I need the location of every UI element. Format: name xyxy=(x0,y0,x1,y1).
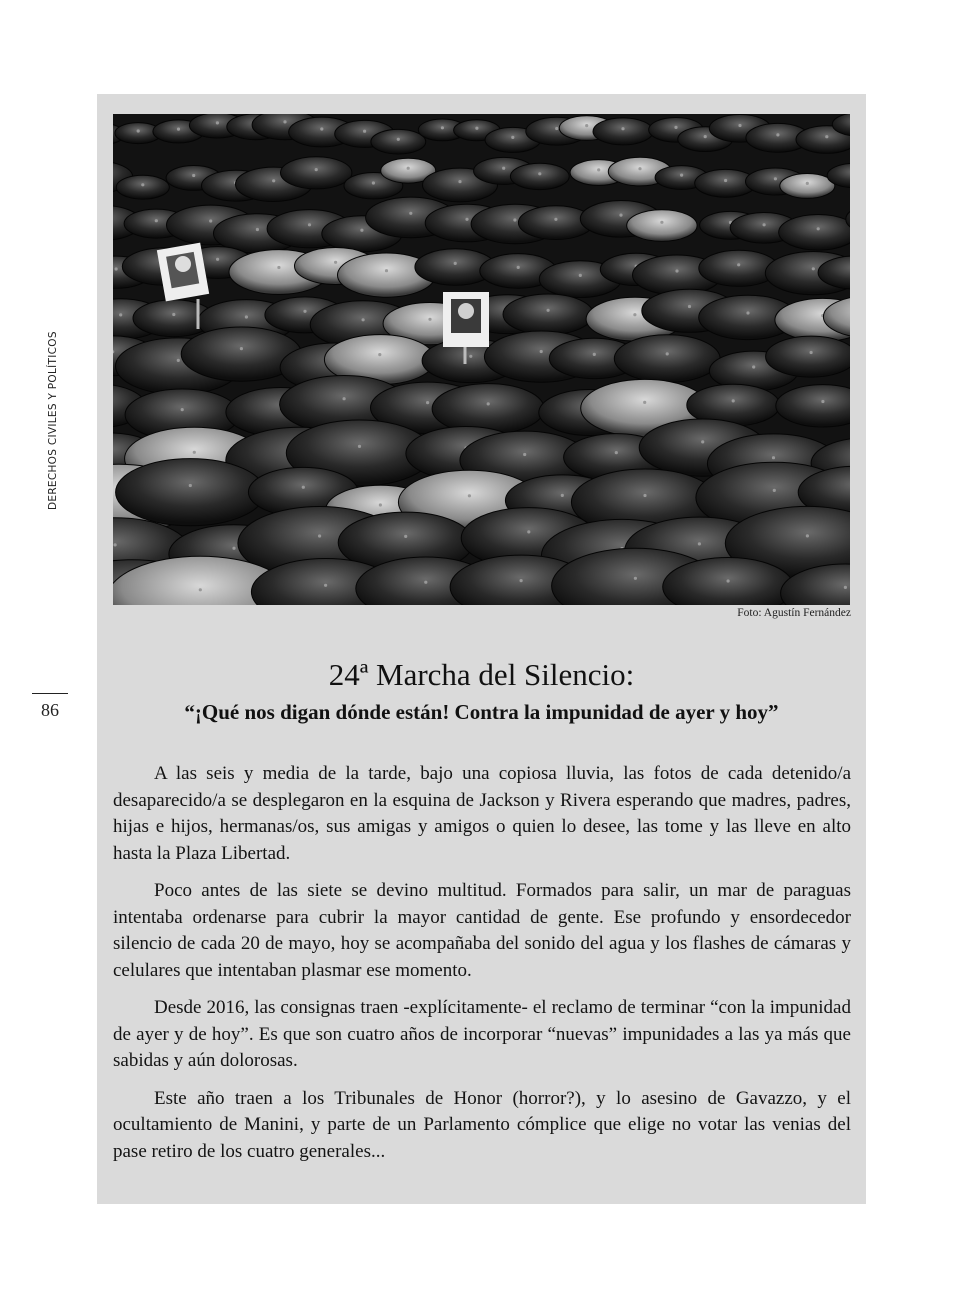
photo-credit: Foto: Agustín Fernández xyxy=(737,607,851,619)
umbrella-tip xyxy=(746,311,749,314)
umbrella-tip xyxy=(303,310,306,313)
umbrella-tip xyxy=(817,227,820,230)
umbrella-tip xyxy=(634,577,637,580)
umbrella-tip xyxy=(540,350,543,353)
umbrella-tip xyxy=(172,313,175,316)
umbrella-tip xyxy=(137,129,140,132)
umbrella-shape xyxy=(780,174,835,199)
umbrella-tip xyxy=(523,453,526,456)
umbrella-tip xyxy=(776,133,779,136)
umbrella-tip xyxy=(216,121,219,124)
umbrella-tip xyxy=(513,218,516,221)
umbrella-tip xyxy=(409,212,412,215)
umbrella-tip xyxy=(561,494,564,497)
umbrella-tip xyxy=(320,127,323,130)
umbrella-tip xyxy=(520,579,523,582)
umbrella-shape xyxy=(779,215,850,251)
umbrella-tip xyxy=(638,167,641,170)
umbrella-tip xyxy=(362,318,365,321)
umbrella-shape xyxy=(432,384,544,435)
umbrella-tip xyxy=(308,223,311,226)
umbrella-tip xyxy=(343,397,346,400)
umbrella-tip xyxy=(240,347,243,350)
umbrella-tip xyxy=(232,547,235,550)
umbrella-tip xyxy=(324,584,327,587)
umbrella-tip xyxy=(487,402,490,405)
umbrella-shape xyxy=(281,157,352,189)
umbrella-tip xyxy=(181,408,184,411)
umbrella-shape xyxy=(614,335,720,383)
umbrella-tip xyxy=(772,456,775,459)
umbrella-tip xyxy=(379,503,382,506)
umbrella-shape xyxy=(627,210,697,242)
umbrella-tip xyxy=(597,168,600,171)
umbrella-tip xyxy=(385,269,388,272)
umbrella-tip xyxy=(660,221,663,224)
umbrella-tip xyxy=(704,135,707,138)
umbrella-tip xyxy=(517,266,520,269)
umbrella-tip xyxy=(407,167,410,170)
umbrella-tip xyxy=(773,489,776,492)
umbrella-tip xyxy=(643,494,646,497)
umbrella-tip xyxy=(424,581,427,584)
umbrella-tip xyxy=(363,130,366,133)
umbrella-tip xyxy=(806,534,809,537)
umbrella-tip xyxy=(810,351,813,354)
paragraph: Desde 2016, las consignas traen -explícitamente- el reclamo de terminar “con la impunidad de ayer y de hoy”. Es que son cuatro años de incorporar “nuevas” impunidades a las ya más que sabidas y aún dolorosas. xyxy=(113,997,851,1071)
umbrella-tip xyxy=(538,172,541,175)
umbrella-tip xyxy=(465,218,468,221)
umbrella-tip xyxy=(621,127,624,130)
umbrella-tip xyxy=(619,214,622,217)
umbrella-tip xyxy=(315,168,318,171)
umbrella-tip xyxy=(318,534,321,537)
umbrella-tip xyxy=(119,313,122,316)
umbrella-tip xyxy=(115,267,118,270)
umbrella-tip xyxy=(554,218,557,221)
page-number-rule xyxy=(32,693,68,694)
umbrella-tip xyxy=(189,484,192,487)
umbrella-tip xyxy=(737,263,740,266)
umbrella-shape xyxy=(116,459,265,526)
umbrella-tip xyxy=(378,353,381,356)
umbrella-tip xyxy=(547,309,550,312)
umbrella-tip xyxy=(155,219,158,222)
umbrella-tip xyxy=(666,352,669,355)
umbrella-shape xyxy=(510,163,569,189)
umbrella-tip xyxy=(458,180,461,183)
umbrella-tip xyxy=(272,179,275,182)
umbrella-tip xyxy=(372,181,375,184)
umbrella-tip xyxy=(209,219,212,222)
article-title: 24ª Marcha del Silencio: xyxy=(328,657,635,692)
umbrella-tip xyxy=(585,124,588,127)
umbrella-tip xyxy=(245,315,248,318)
umbrella-tip xyxy=(114,543,117,546)
umbrella-tip xyxy=(825,135,828,138)
umbrella-tip xyxy=(277,266,280,269)
article-body xyxy=(113,761,851,1176)
umbrella-tip xyxy=(283,120,286,123)
umbrella-tip xyxy=(724,179,727,182)
umbrella-tip xyxy=(216,258,219,261)
umbrella-tip xyxy=(454,262,457,265)
umbrella-tip xyxy=(475,127,478,130)
umbrella-tip xyxy=(732,399,735,402)
umbrella-tip xyxy=(404,535,407,538)
umbrella-shape xyxy=(766,336,850,377)
umbrella-shape xyxy=(503,294,593,335)
umbrella-tip xyxy=(633,313,636,316)
umbrella-tip xyxy=(615,451,618,454)
article-subtitle: “¡Qué nos digan dónde están! Contra la impunidad de ayer y hoy” xyxy=(184,700,779,724)
umbrella-tip xyxy=(806,182,809,185)
umbrella-tip xyxy=(821,400,824,403)
umbrella-tip xyxy=(579,274,582,277)
paragraph: A las seis y media de la tarde, bajo una copiosa lluvia, las fotos de cada detenido/a desaparecido/a se desplegaron en la esquina de Jackson y Rivera esperando que madres, padres, hijas e hijos, hermanas/os, sus amigas y amigos o quien lo desee, las tome y las lleve en alto hasta la Plaza Libertad. xyxy=(113,763,851,864)
umbrellas-crowd-photo xyxy=(113,114,850,605)
paragraph: Este año traen a los Tribunales de Honor (horror?), y lo asesino de Gavazzo, y el ocultamiento de Manini, y parte de un Parlamento cómplice que elige no votar las venias del pase retiro de los cuatro generales... xyxy=(113,1087,851,1162)
umbrella-tip xyxy=(844,586,847,589)
umbrella-tip xyxy=(397,138,400,141)
umbrella-shape xyxy=(593,118,653,145)
umbrella-tip xyxy=(688,305,691,308)
umbrella-tip xyxy=(199,588,202,591)
umbrella-tip xyxy=(302,486,305,489)
umbrella-tip xyxy=(426,401,429,404)
umbrella-tip xyxy=(360,229,363,232)
umbrella-tip xyxy=(752,365,755,368)
umbrella-tip xyxy=(812,267,815,270)
umbrella-shape xyxy=(371,129,426,154)
umbrella-tip xyxy=(675,269,678,272)
umbrella-tip xyxy=(441,126,444,129)
umbrella-tip xyxy=(358,445,361,448)
umbrella-tip xyxy=(469,355,472,358)
umbrella-tip xyxy=(192,174,195,177)
umbrella-tip xyxy=(701,440,704,443)
umbrella-tip xyxy=(674,126,677,129)
umbrella-tip xyxy=(141,183,144,186)
umbrella-tip xyxy=(334,261,337,264)
umbrella-tip xyxy=(511,136,514,139)
page-number: 86 xyxy=(41,700,59,720)
umbrella-tip xyxy=(428,318,431,321)
umbrella-tip xyxy=(193,451,196,454)
section-label: DERECHOS CIVILES Y POLÍTICOS xyxy=(47,331,59,510)
umbrella-tip xyxy=(738,124,741,127)
umbrella-tip xyxy=(727,579,730,582)
umbrella-tip xyxy=(774,177,777,180)
umbrella-tip xyxy=(468,494,471,497)
umbrella-tip xyxy=(502,167,505,170)
umbrella-tip xyxy=(527,530,530,533)
umbrella-tip xyxy=(593,353,596,356)
umbrella-tip xyxy=(177,128,180,131)
photo-illustration xyxy=(113,114,850,605)
umbrella-tip xyxy=(177,359,180,362)
umbrella-tip xyxy=(680,174,683,177)
umbrella-tip xyxy=(643,401,646,404)
umbrella-tip xyxy=(256,228,259,231)
paragraph: Poco antes de las siete se devino multitud. Formados para salir, un mar de paraguas intentaba ordenarse para cubrir la mayor cantidad de gente. Ese profundo y ensordecedor silencio de cada 20 de mayo, hoy se acompañaba del sonido del agua y los flashes de cámaras y celulares que intentaban plasmar ese momento. xyxy=(113,880,851,981)
umbrella-shape xyxy=(116,175,169,199)
umbrella-tip xyxy=(555,127,558,130)
umbrella-tip xyxy=(763,223,766,226)
umbrella-tip xyxy=(698,542,701,545)
